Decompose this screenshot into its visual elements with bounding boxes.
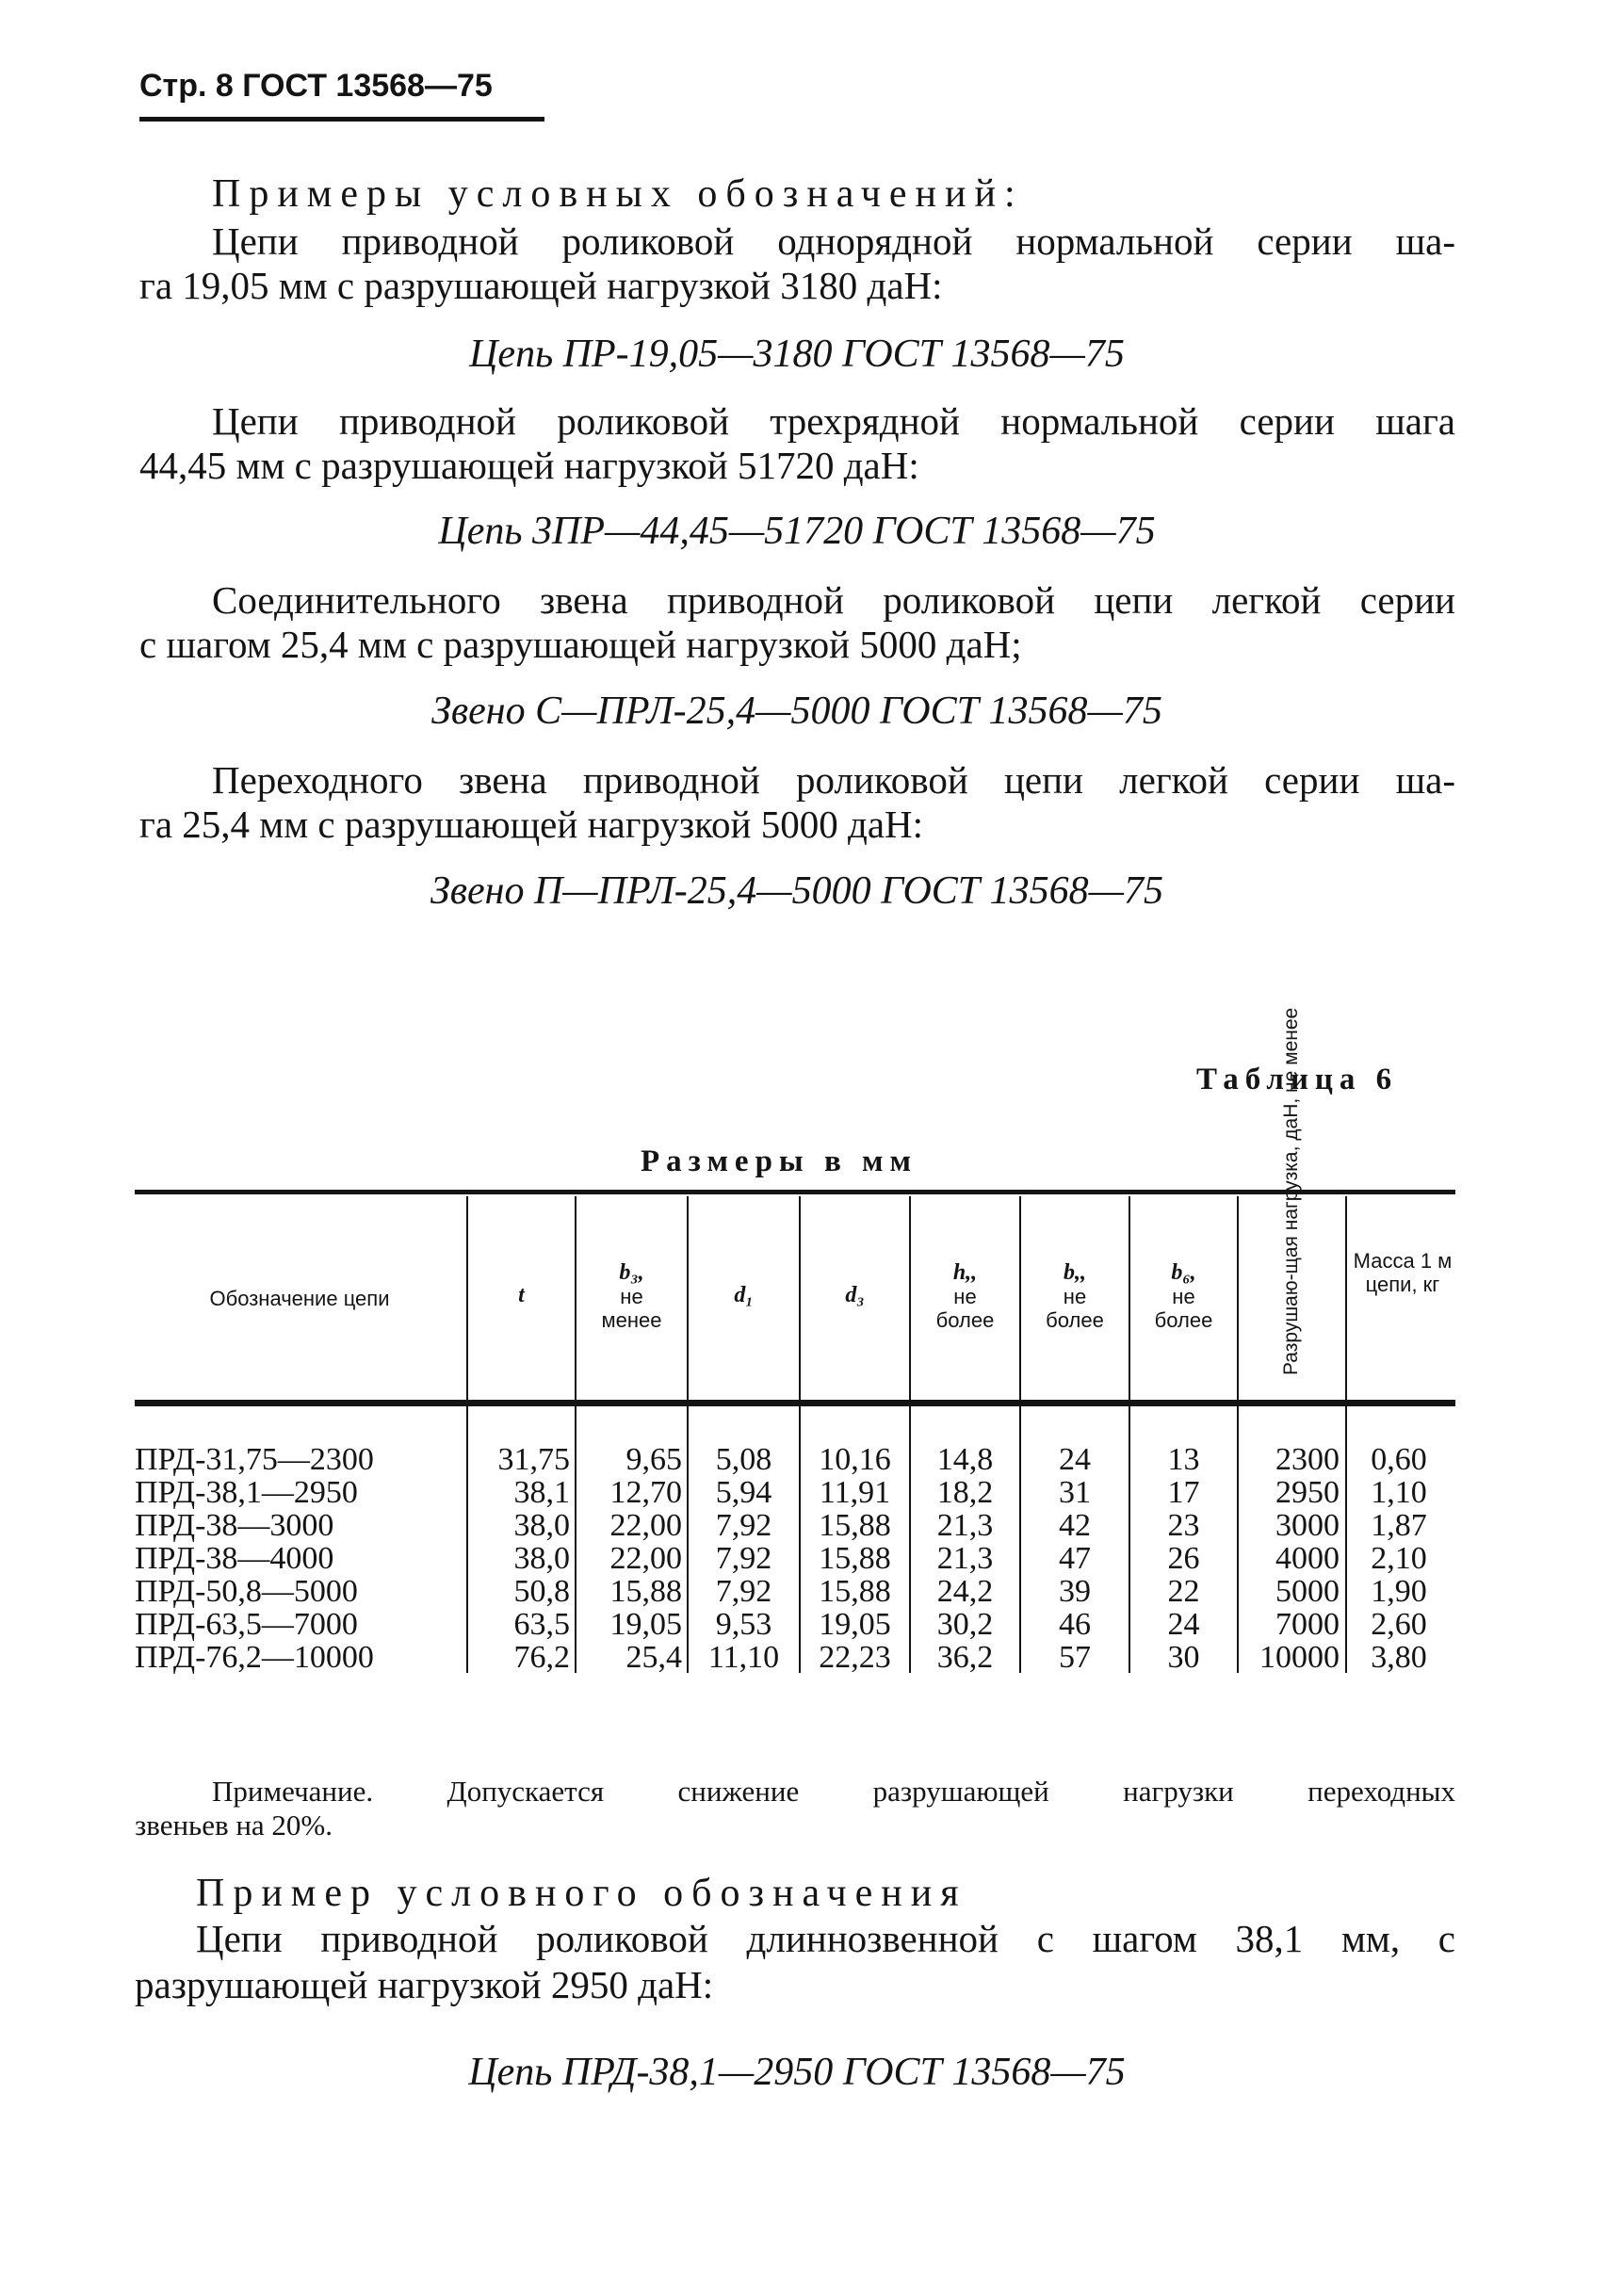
table-cell: 21,3 xyxy=(936,1508,994,1543)
table-cell: ПРД-38—4000 xyxy=(135,1541,334,1576)
table-cell: 25,4 xyxy=(625,1640,682,1675)
table-cell: 7000 xyxy=(1275,1607,1340,1642)
table-cell: 22 xyxy=(1167,1574,1200,1609)
table-cell: 63,5 xyxy=(513,1607,570,1642)
table-cell: 7,92 xyxy=(715,1541,772,1576)
example2-title: Пример условного обозначения xyxy=(196,1872,967,1915)
table-cell: 22,00 xyxy=(609,1508,682,1543)
table-note-line1: Примечание. Допускается снижение разрушающей нагрузки переходных xyxy=(212,1775,1455,1808)
table-cell: 7,92 xyxy=(715,1574,772,1609)
column-mass xyxy=(1347,1443,1451,1674)
table-cell: 24 xyxy=(1167,1607,1200,1642)
header-h xyxy=(911,1260,1019,1332)
example2-line2: разрушающей нагрузкой 2950 даН: xyxy=(135,1963,714,2006)
header-b6-text: не более xyxy=(1154,1285,1213,1332)
table-cell: 15,88 xyxy=(819,1574,891,1609)
header-d1 xyxy=(689,1283,799,1307)
header-t-symbol: t xyxy=(518,1283,525,1307)
table-cell: 22,23 xyxy=(819,1640,891,1675)
example2-designation: Цепь ПРД-38,1—2950 ГОСТ 13568—75 xyxy=(468,2051,1126,2094)
header-d1-symbol: d₁ xyxy=(734,1283,754,1307)
example-2-line1: Цепи приводной роликовой трехрядной нормальной серии шага xyxy=(212,399,1455,443)
example-4-line2: га 25,4 мм с разрушающей нагрузкой 5000 даН: xyxy=(139,803,924,846)
table-cell: 30 xyxy=(1167,1640,1200,1675)
header-b-text: не более xyxy=(1046,1285,1104,1332)
header-b6-symbol: b₆, xyxy=(1171,1260,1196,1285)
example-1-line2: га 19,05 мм с разрушающей нагрузкой 3180 даН: xyxy=(139,264,943,307)
header-b3 xyxy=(577,1260,687,1332)
header-b-symbol: b,, xyxy=(1064,1260,1086,1285)
table-cell: 19,05 xyxy=(609,1607,682,1642)
example-1-designation: Цепь ПР-19,05—3180 ГОСТ 13568—75 xyxy=(469,333,1125,376)
header-designation: Обозначение цепи xyxy=(209,1287,390,1310)
table-top-rule xyxy=(135,1190,1455,1194)
column-load xyxy=(1239,1443,1340,1674)
header-b3-symbol: b₃, xyxy=(619,1260,644,1285)
column-b xyxy=(1021,1443,1129,1674)
table-cell: 38,1 xyxy=(513,1475,570,1510)
table-cell: 14,8 xyxy=(936,1442,994,1477)
example-4-line1: Переходного звена приводной роликовой цепи легкой серии ша- xyxy=(212,758,1455,802)
table-cell: 5000 xyxy=(1275,1574,1340,1609)
table-cell: 46 xyxy=(1059,1607,1091,1642)
table-subtitle: Размеры в мм xyxy=(641,1144,918,1178)
table-cell: 15,88 xyxy=(819,1508,891,1543)
table-cell: 9,65 xyxy=(625,1442,682,1477)
header-mass: Масса 1 м цепи, кг xyxy=(1353,1249,1453,1296)
example-4-designation: Звено П—ПРЛ-25,4—5000 ГОСТ 13568—75 xyxy=(430,869,1164,913)
table-cell: 36,2 xyxy=(936,1640,994,1675)
column-h xyxy=(911,1443,1019,1674)
table-cell: 11,91 xyxy=(819,1475,891,1510)
table-cell: ПРД-38—3000 xyxy=(135,1508,334,1543)
table-cell: 3,80 xyxy=(1371,1640,1427,1675)
header-d3-symbol: d₃ xyxy=(845,1283,865,1307)
table-cell: 13 xyxy=(1167,1442,1200,1477)
table-cell: 11,10 xyxy=(707,1640,780,1675)
example-3-designation: Звено С—ПРЛ-25,4—5000 ГОСТ 13568—75 xyxy=(431,690,1162,733)
table-cell: 2950 xyxy=(1275,1475,1340,1510)
table-cell: 1,10 xyxy=(1371,1475,1427,1510)
table-cell: 57 xyxy=(1059,1640,1091,1675)
table-cell: 1,87 xyxy=(1371,1508,1427,1543)
example2-line1: Цепи приводной роликовой длиннозвенной с шагом 38,1 мм, с xyxy=(196,1917,1455,1960)
table-cell: 31,75 xyxy=(497,1442,570,1477)
table-cell: 7,92 xyxy=(715,1508,772,1543)
table-cell: 24,2 xyxy=(936,1574,994,1609)
page-header: Стр. 8 ГОСТ 13568—75 xyxy=(139,68,493,104)
table-cell: 19,05 xyxy=(819,1607,891,1642)
header-b xyxy=(1021,1260,1129,1332)
column-b6 xyxy=(1130,1443,1237,1674)
header-b6 xyxy=(1130,1260,1237,1332)
table-cell: 2,60 xyxy=(1371,1607,1427,1642)
table-cell: 10,16 xyxy=(819,1442,891,1477)
example-3-line1: Соединительного звена приводной роликовой цепи легкой серии xyxy=(212,578,1455,622)
table-cell: 0,60 xyxy=(1371,1442,1427,1477)
table-cell: 76,2 xyxy=(513,1640,570,1675)
table-cell: 30,2 xyxy=(936,1607,994,1642)
header-h-symbol: h,, xyxy=(952,1260,978,1285)
table-note-line2: звеньев на 20%. xyxy=(135,1809,333,1842)
examples-title: Примеры условных обозначений: xyxy=(212,172,1024,216)
column-d3 xyxy=(801,1443,909,1674)
table-cell: 12,70 xyxy=(609,1475,682,1510)
table-cell: 5,08 xyxy=(715,1442,772,1477)
table-cell: 17 xyxy=(1167,1475,1200,1510)
column-t xyxy=(468,1443,570,1674)
table-cell: ПРД-63,5—7000 xyxy=(135,1607,358,1642)
table-cell: 2,10 xyxy=(1371,1541,1427,1576)
table-cell: 3000 xyxy=(1275,1508,1340,1543)
header-load: Разрушаю-щая нагрузка, даН, не менее xyxy=(1280,1007,1302,1375)
table-cell: 24 xyxy=(1059,1442,1091,1477)
header-d3 xyxy=(801,1283,909,1307)
table-cell: 10000 xyxy=(1259,1640,1340,1675)
table-cell: 5,94 xyxy=(715,1475,772,1510)
header-h-text: не более xyxy=(935,1285,995,1332)
table-cell: 15,88 xyxy=(819,1541,891,1576)
table-cell: ПРД-50,8—5000 xyxy=(135,1574,358,1609)
table-cell: 15,88 xyxy=(609,1574,682,1609)
table-cell: 22,00 xyxy=(609,1541,682,1576)
column-designation xyxy=(135,1443,374,1674)
table-header-rule xyxy=(135,1400,1455,1406)
table-cell: 4000 xyxy=(1275,1541,1340,1576)
table-cell: 38,0 xyxy=(513,1541,570,1576)
table-cell: 42 xyxy=(1059,1508,1091,1543)
table-cell: 47 xyxy=(1059,1541,1091,1576)
header-b3-text: не менее xyxy=(601,1285,662,1332)
example-2-designation: Цепь 3ПР—44,45—51720 ГОСТ 13568—75 xyxy=(438,510,1156,553)
table-cell: ПРД-31,75—2300 xyxy=(135,1442,374,1477)
table-label: Таблица 6 xyxy=(1196,1063,1399,1096)
table-cell: 1,90 xyxy=(1371,1574,1427,1609)
example-2-line2: 44,45 мм с разрушающей нагрузкой 51720 даН: xyxy=(139,444,919,487)
table-cell: 23 xyxy=(1167,1508,1200,1543)
table-cell: 26 xyxy=(1167,1541,1200,1576)
table-cell: 38,0 xyxy=(513,1508,570,1543)
table-cell: 2300 xyxy=(1275,1442,1340,1477)
example-3-line2: с шагом 25,4 мм с разрушающей нагрузкой 5000 даН; xyxy=(139,623,1022,666)
table-cell: 39 xyxy=(1059,1574,1091,1609)
column-b3 xyxy=(577,1443,682,1674)
table-cell: 21,3 xyxy=(936,1541,994,1576)
header-t xyxy=(468,1283,575,1307)
table-cell: 18,2 xyxy=(936,1475,994,1510)
example-1-line1: Цепи приводной роликовой однорядной нормальной серии ша- xyxy=(212,219,1455,263)
column-d1 xyxy=(689,1443,799,1674)
table-cell: ПРД-76,2—10000 xyxy=(135,1640,374,1675)
table-cell: 50,8 xyxy=(513,1574,570,1609)
header-rule xyxy=(139,117,544,122)
table-cell: 9,53 xyxy=(715,1607,772,1642)
table-cell: 31 xyxy=(1059,1475,1091,1510)
table-cell: ПРД-38,1—2950 xyxy=(135,1475,358,1510)
